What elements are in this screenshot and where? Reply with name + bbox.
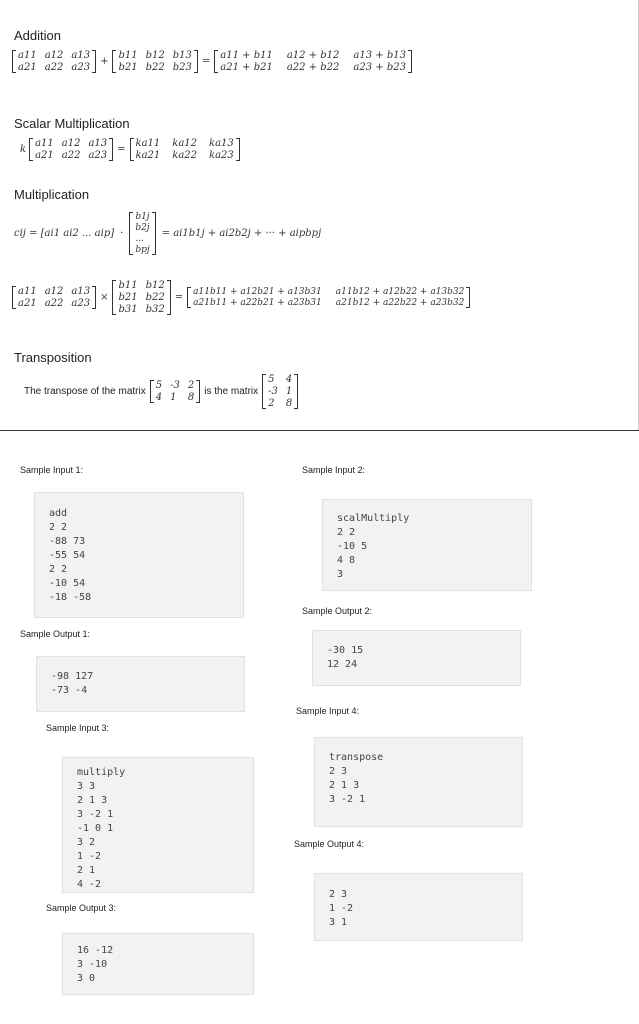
equals-sign: = bbox=[201, 56, 211, 67]
matrix-cell: 5 bbox=[155, 380, 163, 391]
cij-equation bbox=[14, 212, 321, 255]
code-line: -30 15 bbox=[327, 645, 364, 656]
code-line: 2 2 bbox=[49, 522, 68, 533]
matrix-cell: b12 bbox=[145, 280, 165, 291]
code-line: 3 -10 bbox=[77, 959, 108, 970]
sample-output-2-box bbox=[312, 630, 521, 686]
matrix-cell: a23 + b23 bbox=[353, 62, 406, 73]
matrix-cell: a23 bbox=[71, 298, 91, 309]
matrix-cell: ka13 bbox=[209, 138, 234, 149]
matrix-cell: a23 bbox=[88, 150, 108, 161]
matrix-cell: a11 bbox=[18, 286, 37, 297]
matrix-cell: a12 bbox=[44, 286, 64, 297]
code-line: -10 54 bbox=[49, 578, 86, 589]
matrix-cell: a11 + b11 bbox=[220, 50, 273, 61]
code-line: -55 54 bbox=[49, 550, 86, 561]
matrix-cell: b13 bbox=[172, 50, 192, 61]
code-line: 16 -12 bbox=[77, 945, 114, 956]
matrix-cell: a13 bbox=[71, 50, 91, 61]
code-line: 3 bbox=[337, 569, 344, 580]
matrix-cell: a22 bbox=[44, 298, 64, 309]
matrix-cell: a12 bbox=[44, 50, 64, 61]
matrix-m-transpose bbox=[262, 374, 298, 409]
times-sign: × bbox=[100, 292, 109, 303]
matrix-cell: ka22 bbox=[172, 150, 198, 161]
matrix-cell: a13 bbox=[71, 286, 91, 297]
code-line: 1 -2 bbox=[329, 903, 354, 914]
matrix-cell: a11 bbox=[35, 138, 54, 149]
transpose-sentence bbox=[24, 374, 298, 409]
scalar-equation bbox=[20, 138, 240, 161]
matrix-product bbox=[187, 287, 470, 308]
addition-equation bbox=[12, 50, 412, 73]
matrix-cell: a13 + b13 bbox=[353, 50, 406, 61]
matrix-cell: ka23 bbox=[209, 150, 234, 161]
matrix-cell: b32 bbox=[145, 304, 165, 315]
matrix-cell: -3 bbox=[170, 380, 180, 391]
code-line: 12 24 bbox=[327, 659, 358, 670]
sample-input-1-box bbox=[34, 492, 244, 618]
code-line: transpose bbox=[329, 752, 384, 763]
vector-cell: b2j bbox=[135, 223, 150, 233]
code-line: 3 3 bbox=[77, 781, 96, 792]
heading-scalar-multiplication: Scalar Multiplication bbox=[14, 116, 130, 131]
heading-transposition: Transposition bbox=[14, 350, 92, 365]
transpose-text-1: The transpose of the matrix bbox=[24, 386, 146, 397]
matrix-a bbox=[12, 50, 96, 73]
matrix-cell: a21 + b21 bbox=[220, 62, 273, 73]
code-line: 3 2 bbox=[77, 837, 96, 848]
matrix-cell: 4 bbox=[285, 374, 293, 385]
matrix-cell: b22 bbox=[145, 292, 165, 303]
sample-input-2-label: Sample Input 2: bbox=[302, 465, 366, 475]
code-line: -1 0 1 bbox=[77, 823, 114, 834]
sample-input-2-box bbox=[322, 499, 532, 591]
sample-output-3-label: Sample Output 3: bbox=[46, 903, 117, 913]
matrix-cell: ka12 bbox=[172, 138, 198, 149]
sample-input-4-box bbox=[314, 737, 523, 827]
matrix-cell: b12 bbox=[145, 50, 165, 61]
code-line: -73 -4 bbox=[51, 685, 88, 696]
code-line: 3 1 bbox=[329, 917, 348, 928]
matrix-cell: a12 bbox=[61, 138, 81, 149]
matrix-cell: a21 bbox=[35, 150, 54, 161]
code-line: 2 2 bbox=[337, 527, 356, 538]
heading-addition: Addition bbox=[14, 28, 61, 43]
matrix-a bbox=[12, 286, 96, 309]
vector-cell: ... bbox=[135, 234, 144, 244]
matrix-cell: a11b11 + a12b21 + a13b31 bbox=[193, 287, 322, 297]
matrix-cell: b23 bbox=[172, 62, 192, 73]
transpose-text-2: is the matrix bbox=[204, 386, 259, 397]
matrix-cell: b22 bbox=[145, 62, 165, 73]
matrix-cell: 1 bbox=[285, 386, 293, 397]
vector-cell: bpj bbox=[135, 245, 150, 255]
sample-input-3-label: Sample Input 3: bbox=[46, 723, 110, 733]
matrix-cell: b11 bbox=[118, 50, 138, 61]
matrix-cell: a11b12 + a12b22 + a13b32 bbox=[335, 287, 465, 297]
matrix-cell: b21 bbox=[118, 62, 138, 73]
equals-sign: = bbox=[174, 292, 184, 303]
matrix-cell: 8 bbox=[187, 392, 195, 403]
sample-output-2-label: Sample Output 2: bbox=[302, 606, 373, 616]
code-line: -98 127 bbox=[51, 671, 94, 682]
matrix-cell: b31 bbox=[118, 304, 138, 315]
code-line: 4 -2 bbox=[77, 879, 102, 890]
matrix-cell: a22 + b22 bbox=[286, 62, 340, 73]
matrix-cell: 2 bbox=[187, 380, 195, 391]
sample-output-4-box bbox=[314, 873, 523, 941]
plus-sign: + bbox=[100, 56, 109, 67]
sample-input-3-box bbox=[62, 757, 254, 893]
matrix-cell: a12 + b12 bbox=[286, 50, 340, 61]
matrix-cell: b11 bbox=[118, 280, 138, 291]
sample-input-4-label: Sample Input 4: bbox=[296, 706, 360, 716]
matrix-cell: a21 bbox=[18, 298, 37, 309]
code-line: 2 2 bbox=[49, 564, 68, 575]
code-line: 1 -2 bbox=[77, 851, 102, 862]
matrix-cell: a13 bbox=[88, 138, 108, 149]
code-line: 4 8 bbox=[337, 555, 356, 566]
matrix-cell: -3 bbox=[268, 386, 278, 397]
dot-sign: · bbox=[120, 228, 124, 239]
code-line: 2 1 bbox=[77, 865, 96, 876]
heading-multiplication: Multiplication bbox=[14, 187, 90, 202]
matrix-cell: 5 bbox=[268, 374, 275, 385]
matrix-sum bbox=[214, 50, 412, 73]
section-divider bbox=[0, 430, 639, 431]
code-line: multiply bbox=[77, 767, 126, 778]
matrix-cell: ka11 bbox=[135, 138, 161, 149]
matrix-b bbox=[112, 50, 197, 73]
matrix-cell: 8 bbox=[285, 398, 293, 409]
matrix-cell: a21b12 + a22b22 + a23b32 bbox=[335, 298, 465, 308]
sample-input-1-label: Sample Input 1: bbox=[20, 465, 84, 475]
scalar-k: k bbox=[20, 144, 27, 155]
code-line: scalMultiply bbox=[337, 513, 410, 524]
matrix-cell: a21 bbox=[18, 62, 37, 73]
cij-lhs: cij = [ai1 ai2 ... aip] bbox=[14, 228, 115, 239]
code-line: 2 3 bbox=[329, 766, 348, 777]
matrix-scaled bbox=[130, 138, 240, 161]
code-line: -88 73 bbox=[49, 536, 86, 547]
code-line: add bbox=[49, 508, 68, 519]
equals-sign: = bbox=[117, 144, 126, 155]
matrix-a bbox=[29, 138, 113, 161]
sample-output-1-label: Sample Output 1: bbox=[20, 629, 91, 639]
code-line: -10 5 bbox=[337, 541, 368, 552]
matrix-cell: a23 bbox=[71, 62, 91, 73]
sample-output-1-box bbox=[36, 656, 245, 712]
code-line: 2 3 bbox=[329, 889, 348, 900]
matrix-cell: a21b11 + a22b21 + a23b31 bbox=[193, 298, 322, 308]
matrix-cell: 2 bbox=[268, 398, 275, 409]
matrix-cell: a22 bbox=[44, 62, 64, 73]
code-line: 2 1 3 bbox=[329, 780, 360, 791]
vector-cell: b1j bbox=[135, 212, 150, 222]
code-line: 3 -2 1 bbox=[77, 809, 114, 820]
matrix-product-equation bbox=[12, 280, 470, 315]
matrix-cell: 1 bbox=[170, 392, 177, 403]
matrix-m bbox=[150, 380, 201, 403]
cij-rhs: = ai1b1j + ai2b2j + ··· + aipbpj bbox=[161, 228, 322, 239]
matrix-cell: a11 bbox=[18, 50, 37, 61]
sample-output-3-box bbox=[62, 933, 254, 995]
code-line: 2 1 3 bbox=[77, 795, 108, 806]
code-line: 3 0 bbox=[77, 973, 96, 984]
matrix-cell: b21 bbox=[118, 292, 138, 303]
matrix-b-3x2 bbox=[112, 280, 170, 315]
column-b bbox=[129, 212, 155, 255]
matrix-cell: a22 bbox=[61, 150, 81, 161]
sample-output-4-label: Sample Output 4: bbox=[294, 839, 365, 849]
code-line: -18 -58 bbox=[49, 592, 92, 603]
matrix-cell: 4 bbox=[155, 392, 163, 403]
matrix-cell: ka21 bbox=[135, 150, 161, 161]
code-line: 3 -2 1 bbox=[329, 794, 366, 805]
